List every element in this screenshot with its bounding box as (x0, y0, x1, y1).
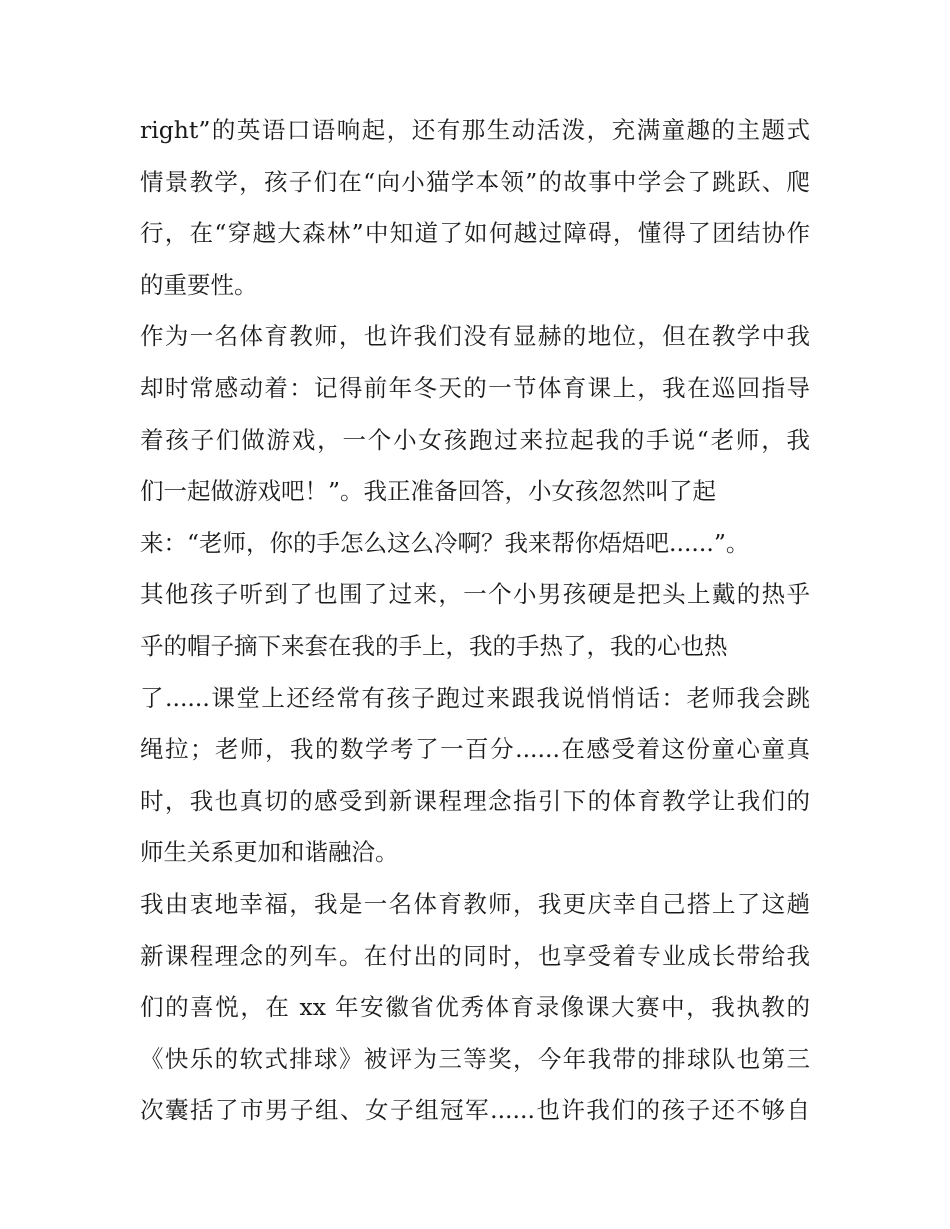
text-line: 情景教学，孩子们在“向小猫学本领”的故事中学会了跳跃、爬 (140, 167, 810, 196)
text-line: 着孩子们做游戏，一个小女孩跑过来拉起我的手说“老师，我 (140, 425, 810, 454)
text-line: right”的英语口语响起，还有那生动活泼，充满童趣的主题式 (140, 116, 810, 144)
document-body (140, 105, 830, 1137)
text-line: 行，在“穿越大森林”中知道了如何越过障碍，懂得了团结协作 (140, 219, 810, 248)
text-line: 其他孩子听到了也围了过来，一个小男孩硬是把头上戴的热乎 (140, 580, 810, 609)
text-line: 来：“老师，你的手怎么这么冷啊？我来帮你焐焐吧......”。 (140, 528, 750, 557)
text-line: 却时常感动着：记得前年冬天的一节体育课上，我在巡回指导 (140, 373, 810, 402)
text-line: 们一起做游戏吧！”。我正准备回答，小女孩忽然叫了起 (140, 477, 717, 506)
text-line: 新课程理念的列车。在付出的同时，也享受着专业成长带给我 (140, 941, 810, 970)
text-line: 乎的帽子摘下来套在我的手上，我的手热了，我的心也热 (140, 631, 728, 660)
text-line: 我由衷地幸福，我是一名体育教师，我更庆幸自己搭上了这趟 (140, 889, 810, 918)
text-line: 了......课堂上还经常有孩子跑过来跟我说悄悄话：老师我会跳 (140, 683, 810, 712)
text-line: 的重要性。 (140, 270, 258, 299)
text-line: 师生关系更加和谐融洽。 (140, 838, 399, 867)
text-line: 次囊括了市男子组、女子组冠军......也许我们的孩子还不够自 (140, 1096, 810, 1125)
text-line: 时，我也真切的感受到新课程理念指引下的体育教学让我们的 (140, 786, 810, 815)
text-line: 《快乐的软式排球》被评为三等奖，今年我带的排球队也第三 (140, 1044, 810, 1073)
text-line: 作为一名体育教师，也许我们没有显赫的地位，但在教学中我 (140, 322, 810, 351)
text-line: 们的喜悦，在 xx 年安徽省优秀体育录像课大赛中，我执教的 (140, 993, 810, 1022)
text-line: 绳拉；老师，我的数学考了一百分......在感受着这份童心童真 (140, 735, 810, 764)
